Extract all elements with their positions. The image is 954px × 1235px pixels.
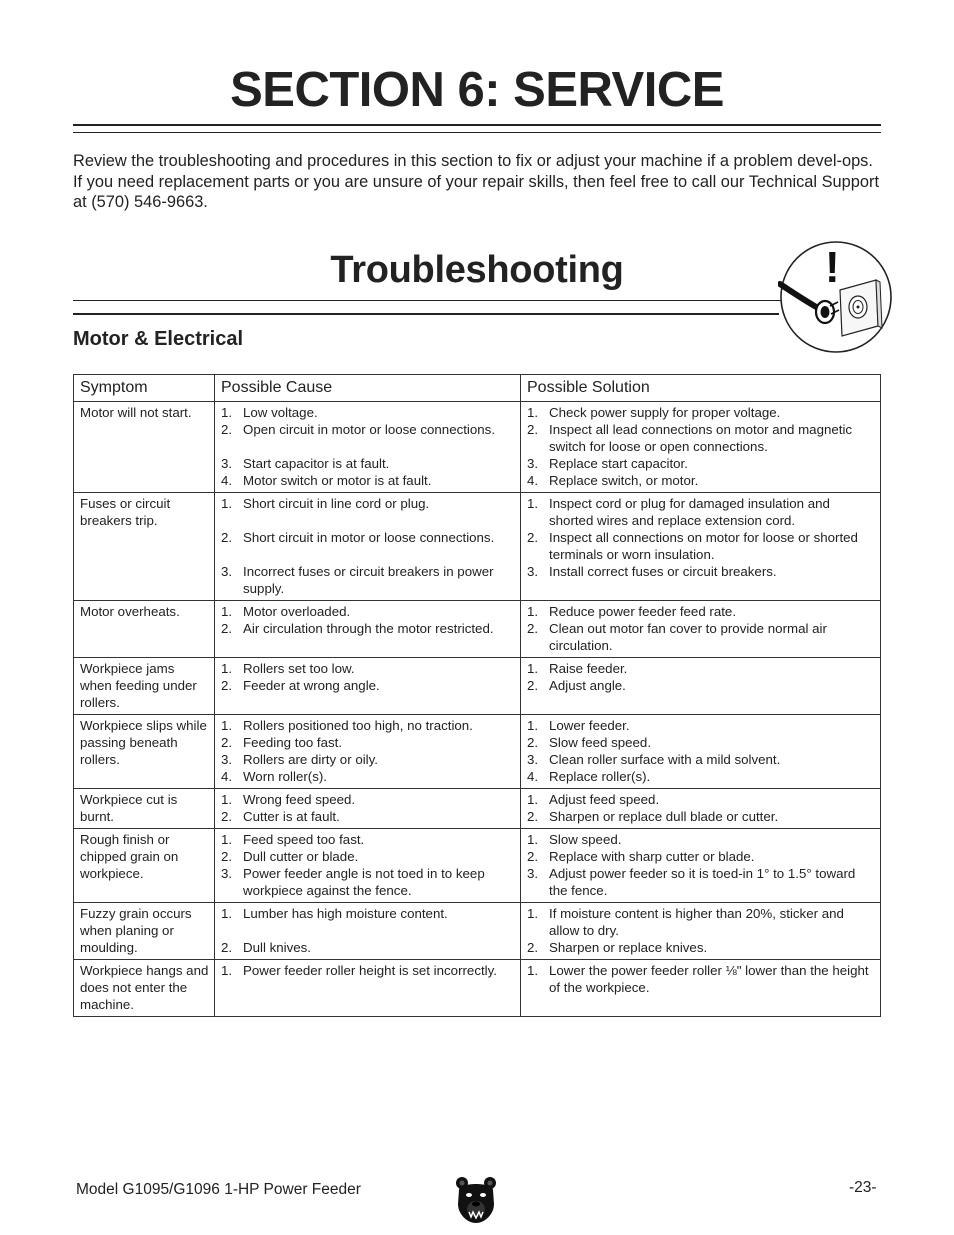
symptom-cell: Workpiece jams when feeding under rollers. [74,658,215,715]
item-text: Dull knives. [243,940,311,955]
item-number: 2. [221,422,233,437]
list-item [527,404,875,421]
list-item [527,660,875,677]
list-item [527,791,875,808]
list-item [221,677,515,694]
item-text: Short circuit in motor or loose connections. [243,530,495,545]
item-text: Adjust feed speed. [549,792,660,807]
cause-list [221,962,515,979]
cause-list [221,905,515,956]
list-item [221,495,515,512]
item-text: Start capacitor is at fault. [243,456,390,471]
item-text: Replace roller(s). [549,769,651,784]
item-number: 4. [527,769,539,784]
item-number: 1. [527,661,539,676]
item-text: Rollers set too low. [243,661,355,676]
item-number: 1. [221,832,233,847]
cause-list [221,831,515,899]
item-number: 2. [221,678,233,693]
item-number: 2. [527,735,539,750]
header-possible-cause: Possible Cause [215,375,521,402]
item-number: 4. [221,473,233,488]
item-number: 1. [221,718,233,733]
warning-plug-icon [778,240,894,354]
solution-cell [521,493,881,601]
header-symptom: Symptom [74,375,215,402]
item-number: 4. [221,769,233,784]
item-text: Wrong feed speed. [243,792,356,807]
item-number: 2. [527,849,539,864]
item-number: 2. [527,530,539,545]
footer-page-number: -23- [849,1179,877,1196]
item-number: 1. [527,718,539,733]
footer-model: Model G1095/G1096 1-HP Power Feeder [76,1181,361,1198]
item-text: Sharpen or replace knives. [549,940,708,955]
item-text: Replace switch, or motor. [549,473,699,488]
item-text: Worn roller(s). [243,769,327,784]
item-text: Open circuit in motor or loose connections. [243,422,496,437]
item-text: Power feeder angle is not toed in to keep workpiece against the fence. [243,866,485,898]
cause-cell [215,658,521,715]
item-number: 2. [527,678,539,693]
list-item [221,848,515,865]
item-number: 3. [527,752,539,767]
table-row [74,493,881,601]
symptom-cell: Fuzzy grain occurs when planing or moulding. [74,903,215,960]
cause-list [221,603,515,637]
solution-cell [521,960,881,1017]
item-number: 1. [221,496,233,511]
item-number: 1. [221,963,233,978]
solution-list [527,905,875,956]
cause-cell [215,493,521,601]
list-item [221,831,515,848]
solution-list [527,603,875,654]
list-item [221,717,515,734]
cause-list [221,495,515,597]
item-number: 2. [221,809,233,824]
item-text: Inspect all lead connections on motor and magnetic switch for loose or open connections. [549,422,853,454]
item-text: Inspect cord or plug for damaged insulation and shorted wires and replace extension cord. [549,496,830,528]
list-item [221,620,515,637]
symptom-cell: Fuses or circuit breakers trip. [74,493,215,601]
list-item [221,563,515,597]
item-text: Feeding too fast. [243,735,343,750]
list-item [221,660,515,677]
item-text: Incorrect fuses or circuit breakers in power supply. [243,564,494,596]
list-item [221,734,515,751]
item-text: If moisture content is higher than 20%, sticker and allow to dry. [549,906,844,938]
item-number: 1. [221,604,233,619]
item-number: 2. [527,809,539,824]
table-row [74,829,881,903]
item-text: Install correct fuses or circuit breakers. [549,564,777,579]
section-rule-thin [73,132,881,133]
list-item [527,751,875,768]
item-text: Motor switch or motor is at fault. [243,473,432,488]
item-number: 1. [527,496,539,511]
item-number: 3. [527,456,539,471]
solution-cell [521,829,881,903]
item-text: Air circulation through the motor restricted. [243,621,494,636]
cause-cell [215,715,521,789]
item-text: Slow feed speed. [549,735,652,750]
solution-cell [521,903,881,960]
item-number: 1. [527,906,539,921]
list-item [527,495,875,529]
item-number: 1. [221,792,233,807]
item-number: 2. [527,940,539,955]
cause-list [221,717,515,785]
symptom-cell: Motor overheats. [74,601,215,658]
cause-cell [215,960,521,1017]
solution-cell [521,789,881,829]
symptom-cell: Workpiece cut is burnt. [74,789,215,829]
list-item [221,455,515,472]
item-text: Short circuit in line cord or plug. [243,496,430,511]
grizzly-bear-logo [455,1176,497,1224]
solution-list [527,962,875,996]
cause-list [221,404,515,489]
list-item [527,831,875,848]
cause-cell [215,903,521,960]
item-number: 3. [221,866,233,881]
item-number: 3. [221,564,233,579]
table-row [74,601,881,658]
list-item [221,603,515,620]
list-item [221,939,515,956]
solution-cell [521,402,881,493]
list-item [221,905,515,922]
list-item [527,962,875,996]
item-number: 2. [527,422,539,437]
item-number: 3. [527,866,539,881]
troubleshooting-rule-top [73,300,781,301]
solution-list [527,831,875,899]
item-text: Dull cutter or blade. [243,849,359,864]
list-item [527,734,875,751]
item-number: 3. [527,564,539,579]
item-number: 1. [221,405,233,420]
subsection-title: Motor & Electrical [73,328,244,350]
item-text: Feeder at wrong angle. [243,678,380,693]
item-text: Reduce power feeder feed rate. [549,604,737,619]
list-item [527,768,875,785]
solution-list [527,791,875,825]
item-number: 2. [221,735,233,750]
table-row [74,715,881,789]
solution-cell [521,715,881,789]
cause-cell [215,601,521,658]
list-item [527,529,875,563]
list-item [221,421,515,438]
list-item [527,905,875,939]
cause-cell [215,402,521,493]
list-item [527,620,875,654]
item-number: 2. [527,621,539,636]
item-text: Replace start capacitor. [549,456,688,471]
list-item [221,962,515,979]
item-text: Replace with sharp cutter or blade. [549,849,755,864]
item-number: 1. [221,661,233,676]
list-item [221,472,515,489]
item-text: Feed speed too fast. [243,832,365,847]
item-text: Lower the power feeder roller ⅛" lower than the height of the workpiece. [549,963,869,995]
header-possible-solution: Possible Solution [521,375,881,402]
item-number: 2. [221,621,233,636]
table-row [74,402,881,493]
table-row [74,960,881,1017]
list-item [527,848,875,865]
item-text: Clean roller surface with a mild solvent. [549,752,781,767]
list-item [527,939,875,956]
item-text: Sharpen or replace dull blade or cutter. [549,809,779,824]
item-text: Inspect all connections on motor for loose or shorted terminals or worn insulation. [549,530,858,562]
troubleshooting-table [73,374,881,1017]
item-number: 1. [527,832,539,847]
item-number: 1. [527,792,539,807]
item-number: 1. [527,963,539,978]
item-number: 3. [221,456,233,471]
cause-cell [215,829,521,903]
solution-list [527,495,875,580]
item-number: 2. [221,530,233,545]
item-number: 2. [221,849,233,864]
troubleshooting-title: Troubleshooting [330,249,624,291]
list-item [527,717,875,734]
item-text: Rollers are dirty or oily. [243,752,378,767]
item-number: 2. [221,940,233,955]
list-item [527,677,875,694]
list-item [527,421,875,455]
item-text: Check power supply for proper voltage. [549,405,781,420]
list-item [221,404,515,421]
item-text: Lumber has high moisture content. [243,906,448,921]
symptom-cell: Motor will not start. [74,402,215,493]
cause-cell [215,789,521,829]
table-header-row [74,375,881,402]
solution-list [527,717,875,785]
symptom-cell: Workpiece slips while passing beneath rollers. [74,715,215,789]
section-title: SECTION 6: SERVICE [230,63,724,117]
svg-text:!: ! [825,243,840,292]
section-rule [73,124,881,126]
list-item [221,529,515,546]
symptom-cell: Workpiece hangs and does not enter the machine. [74,960,215,1017]
list-item [221,865,515,899]
item-number: 4. [527,473,539,488]
cause-list [221,660,515,694]
solution-cell [521,658,881,715]
item-number: 1. [527,604,539,619]
solution-list [527,404,875,489]
list-item [527,865,875,899]
list-item [221,791,515,808]
solution-list [527,660,875,694]
item-text: Motor overloaded. [243,604,351,619]
intro-paragraph: Review the troubleshooting and procedures in this section to fix or adjust your machine if a problem devel-ops. If you need replacement parts or you are unsure of your repair skills, then feel free to call our Technical Support at (570) 546-9663. [73,152,880,211]
list-item [527,808,875,825]
list-item [527,563,875,580]
item-text: Adjust power feeder so it is toed-in 1° to 1.5° toward the fence. [549,866,856,898]
item-text: Cutter is at fault. [243,809,340,824]
item-text: Low voltage. [243,405,318,420]
item-number: 3. [221,752,233,767]
list-item [527,472,875,489]
list-item [527,455,875,472]
item-text: Slow speed. [549,832,622,847]
table-row [74,658,881,715]
item-text: Rollers positioned too high, no traction. [243,718,473,733]
item-text: Adjust angle. [549,678,626,693]
item-text: Lower feeder. [549,718,630,733]
table-row [74,903,881,960]
item-text: Power feeder roller height is set incorrectly. [243,963,497,978]
symptom-cell: Rough finish or chipped grain on workpiece. [74,829,215,903]
solution-cell [521,601,881,658]
list-item [221,768,515,785]
item-text: Raise feeder. [549,661,628,676]
item-number: 1. [527,405,539,420]
cause-list [221,791,515,825]
table-row [74,789,881,829]
item-text: Clean out motor fan cover to provide normal air circulation. [549,621,827,653]
list-item [527,603,875,620]
list-item [221,808,515,825]
list-item [221,751,515,768]
troubleshooting-rule-bottom [73,313,779,315]
item-number: 1. [221,906,233,921]
